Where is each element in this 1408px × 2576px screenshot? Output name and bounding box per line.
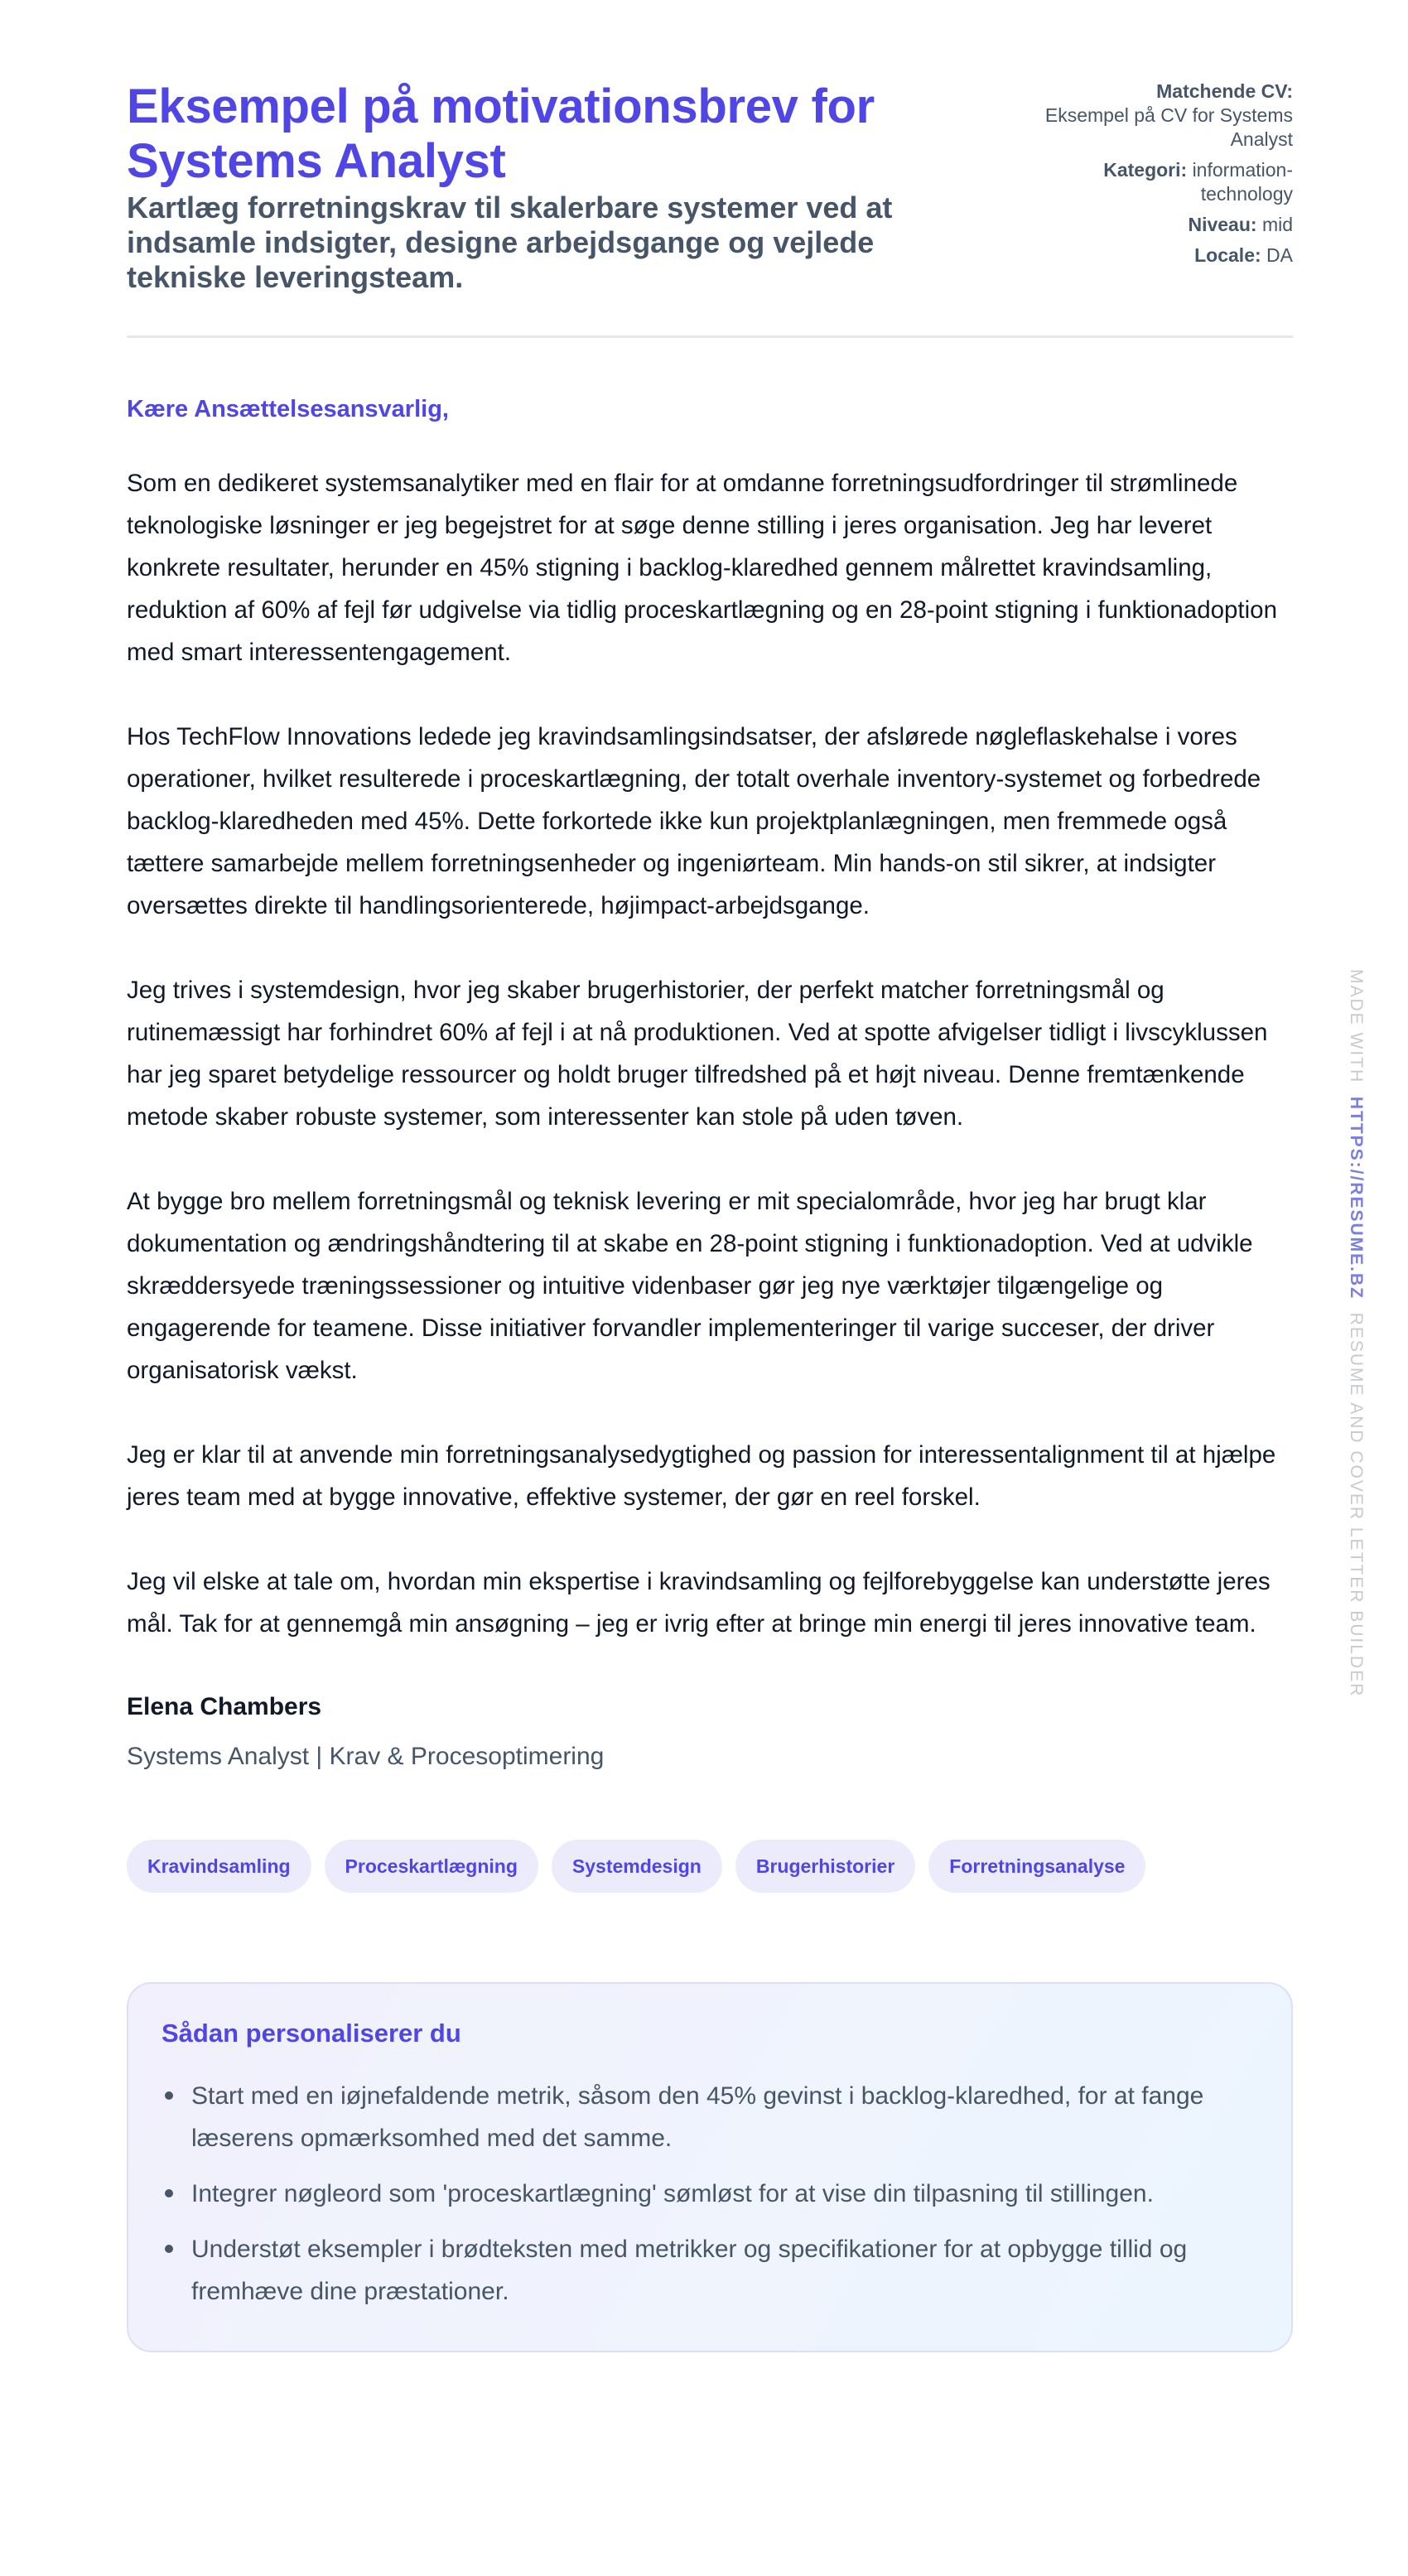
tips-title: Sådan personaliserer du (162, 2019, 461, 2048)
meta-locale-value: DA (1266, 244, 1293, 266)
tips-list (162, 2075, 1258, 2313)
meta-matching-cv (1044, 80, 1293, 152)
bullet-icon (165, 2189, 173, 2197)
meta-level-label: Niveau: (1188, 214, 1257, 235)
watermark-prefix: MADE WITH (1347, 969, 1366, 1084)
tip-text: Start med en iøjnefaldende metrik, såsom den 45% gevinst i backlog-klaredhed, for at fange læserens opmærksomhed med det samme. (191, 2082, 1204, 2152)
letter-paragraph: Som en dedikeret systemsanalytiker med en flair for at omdanne forretningsudfordringer til strømlinede teknologiske løsninger er jeg begejstret for at søge denne stilling i jeres organisation. Jeg har leveret konkrete resultater, herunder en 45% stigning i backlog-klaredhed gennem målrettet kravindsamling, reduktion af 60% af fejl før udgivelse via tidlig proceskartlægning og en 28-point stigning i funktionadoption med smart interessentengagement. (127, 470, 1277, 666)
meta-panel (1044, 80, 1293, 274)
bullet-icon (165, 2091, 173, 2100)
builder-watermark (1345, 969, 1370, 1698)
skill-tag: Forretningsanalyse (928, 1840, 1145, 1893)
skill-tags (127, 1840, 1293, 1893)
tip-item (162, 2075, 1258, 2159)
meta-locale-label: Locale: (1194, 244, 1261, 266)
letter-paragraph: Hos TechFlow Innovations ledede jeg kravindsamlingsindsatser, der afslørede nøgleflaskehalse i vores operationer, hvilket resulterede i proceskartlægning, der totalt overhale inventory-systemet og forbedrede backlog-klaredheden med 45%. Dette forkortede ikke kun projektplanlægningen, men fremmede også tættere samarbejde mellem forretningsenheder og ingeniørteam. Min hands-on stil sikrer, at indsigter oversættes direkte til handlingsorienterede, højimpact-arbejdsgange. (127, 723, 1261, 919)
letter-paragraph: Jeg trives i systemdesign, hvor jeg skaber brugerhistorier, der perfekt matcher forretningsmål og rutinemæssigt har forhindret 60% af fejl i at nå produktionen. Ved at spotte afvigelser tidligt i livscyklussen har jeg sparet betydelige ressourcer og holdt bruger tilfredshed på et højt niveau. Denne fremtænkende metode skaber robuste systemer, som interessenter kan stole på uden tøven. (127, 977, 1268, 1131)
watermark-link[interactable]: HTTPS://RESUME.BZ (1347, 1096, 1366, 1300)
skill-tag: Proceskartlægning (325, 1840, 538, 1893)
signature-title: Systems Analyst | Krav & Procesoptimering (127, 1743, 605, 1770)
meta-matching-cv-label: Matchende CV: (1156, 80, 1293, 102)
page-subtitle: Kartlæg forretningskrav til skalerbare systemer ved at indsamle indsigter, designe arbejdsgange og vejlede tekniske leveringsteam. (127, 191, 893, 294)
cover-letter-page (127, 0, 1293, 2352)
tip-text: Integrer nøgleord som 'proceskartlægning' sømløst for at vise din tilpasning til stillingen. (191, 2180, 1154, 2207)
meta-matching-cv-link[interactable]: Eksempel på CV for Systems Analyst (1044, 104, 1293, 150)
meta-category-value: information-technology (1192, 159, 1293, 205)
signature-name: Elena Chambers (127, 1693, 322, 1720)
letter-paragraph: Jeg vil elske at tale om, hvordan min ekspertise i kravindsamling og fejlforebyggelse kan understøtte jeres mål. Tak for at gennemgå min ansøgning – jeg er ivrig efter at bringe min energi til jeres innovative team. (127, 1568, 1271, 1638)
page-header (127, 0, 1293, 338)
personalization-tips-card (127, 1982, 1293, 2352)
meta-level-value: mid (1261, 214, 1293, 235)
tip-item (162, 2228, 1258, 2313)
letter-paragraph: Jeg er klar til at anvende min forretningsanalysedygtighed og passion for interessentalignment til at hjælpe jeres team med at bygge innovative, effektive systemer, der gør en reel forskel. (127, 1441, 1276, 1511)
tip-text: Understøt eksempler i brødteksten med metrikker og specifikationer for at opbygge tillid og fremhæve dine præstationer. (191, 2236, 1188, 2305)
signature-block (127, 1691, 1293, 1773)
meta-level (1044, 213, 1293, 237)
skill-tag: Brugerhistorier (735, 1840, 915, 1893)
letter-body (127, 462, 1293, 1645)
letter-greeting: Kære Ansættelsesansvarlig, (127, 396, 449, 422)
meta-locale (1044, 244, 1293, 268)
bullet-icon (165, 2245, 173, 2253)
watermark-suffix: RESUME AND COVER LETTER BUILDER (1347, 1312, 1366, 1698)
page-title: Eksempel på motivationsbrev for Systems Analyst (127, 80, 875, 188)
skill-tag: Kravindsamling (127, 1840, 311, 1893)
meta-category (1044, 158, 1293, 206)
letter-paragraph: At bygge bro mellem forretningsmål og teknisk levering er mit specialområde, hvor jeg har brugt klar dokumentation og ændringshåndtering til at skabe en 28-point stigning i funktionadoption. Ved at udvikle skræddersyede træningssessioner og intuitive videnbaser gør jeg nye værktøjer tilgængelige og engagerende for teamene. Disse initiativer forvandler implementeringer til varige succeser, der driver organisatorisk vækst. (127, 1188, 1253, 1384)
skill-tag: Systemdesign (552, 1840, 722, 1893)
tip-item (162, 2173, 1258, 2215)
meta-category-label: Kategori: (1103, 159, 1188, 181)
